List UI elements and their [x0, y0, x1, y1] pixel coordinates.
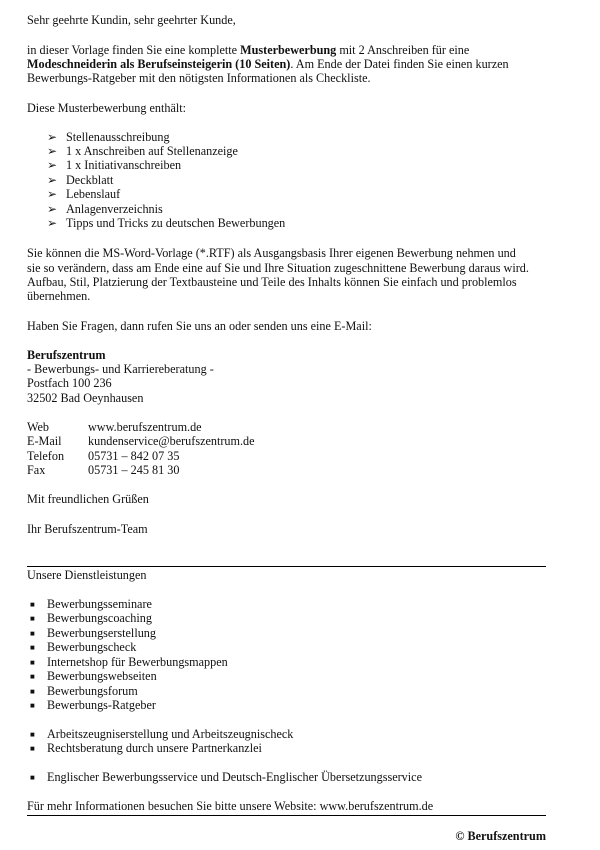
- arrow-bullet-icon: ➢: [47, 158, 58, 172]
- contact-value-phone: 05731 – 842 07 35: [88, 449, 180, 463]
- list-item: ➢ Tipps und Tricks zu deutschen Bewerbungen: [47, 216, 286, 230]
- square-bullet-icon: ■: [30, 773, 35, 782]
- contact-label: E-Mail: [27, 434, 62, 448]
- list-item: ■ Bewerbungsseminare: [27, 597, 152, 612]
- usage-line-3: Aufbau, Stil, Platzierung der Textbausteine und Teile des Inhalts können Sie einfach und problemlos: [27, 275, 517, 289]
- arrow-bullet-icon: ➢: [47, 144, 58, 158]
- arrow-bullet-icon: ➢: [47, 216, 58, 230]
- services-heading: Unsere Dienstleistungen: [27, 568, 147, 582]
- list-item: ■ Bewerbungsforum: [27, 684, 138, 699]
- contact-row-phone: [27, 449, 179, 463]
- intro-text: . Am Ende der Datei finden Sie einen kurzen: [290, 57, 509, 71]
- list-item: ■ Bewerbungscoaching: [27, 611, 152, 626]
- contents-heading: Diese Musterbewerbung enthält:: [27, 101, 187, 115]
- contact-value-web[interactable]: www.berufszentrum.de: [88, 420, 202, 434]
- arrow-bullet-icon: ➢: [47, 130, 58, 144]
- square-bullet-icon: ■: [30, 643, 35, 652]
- intro-text: in dieser Vorlage finden Sie eine komplette: [27, 43, 241, 57]
- contact-label: Fax: [27, 463, 46, 477]
- square-bullet-icon: ■: [30, 687, 35, 696]
- usage-line-4: übernehmen.: [27, 289, 91, 303]
- contact-label: Web: [27, 420, 50, 434]
- divider: [27, 815, 546, 816]
- list-item: ➢ 1 x Initiativanschreiben: [47, 158, 182, 172]
- copyright: © Berufszentrum: [455, 829, 546, 843]
- questions-line: Haben Sie Fragen, dann rufen Sie uns an oder senden uns eine E-Mail:: [27, 319, 372, 333]
- list-item: ■ Rechtsberatung durch unsere Partnerkanzlei: [27, 741, 262, 756]
- intro-line-1: [27, 43, 469, 57]
- intro-text: mit 2 Anschreiben für eine: [336, 43, 470, 57]
- arrow-bullet-icon: ➢: [47, 202, 58, 216]
- arrow-bullet-icon: ➢: [47, 173, 58, 187]
- square-bullet-icon: ■: [30, 600, 35, 609]
- square-bullet-icon: ■: [30, 730, 35, 739]
- contact-value-email[interactable]: kundenservice@berufszentrum.de: [88, 434, 255, 448]
- list-item: ➢ Deckblatt: [47, 173, 114, 187]
- list-item: ■ Bewerbungscheck: [27, 640, 136, 655]
- contact-row-fax: [27, 463, 179, 477]
- intro-line-3: Bewerbungs-Ratgeber mit den nötigsten Informationen als Checkliste.: [27, 71, 371, 85]
- intro-bold-musterbewerbung: Musterbewerbung: [240, 43, 337, 57]
- company-subtitle: - Bewerbungs- und Karriereberatung -: [27, 362, 214, 376]
- address-po-box: Postfach 100 236: [27, 376, 112, 390]
- arrow-bullet-icon: ➢: [47, 187, 58, 201]
- usage-line-2: sie so verändern, dass am Ende eine auf Sie und Ihre Situation zugeschnittene Bewerbung daraus wird.: [27, 261, 529, 275]
- contact-label: Telefon: [27, 449, 65, 463]
- intro-line-2: [27, 57, 509, 71]
- list-item: ➢ Stellenausschreibung: [47, 130, 170, 144]
- address-city: 32502 Bad Oeynhausen: [27, 391, 144, 405]
- list-item: ■ Internetshop für Bewerbungsmappen: [27, 655, 228, 670]
- divider: [27, 566, 546, 567]
- contact-value-fax: 05731 – 245 81 30: [88, 463, 180, 477]
- list-item: ➢ 1 x Anschreiben auf Stellenanzeige: [47, 144, 238, 158]
- contact-row-email: [27, 434, 255, 448]
- more-info-line: Für mehr Informationen besuchen Sie bitte unsere Website: www.berufszentrum.de: [27, 799, 434, 813]
- list-item: ■ Bewerbungswebseiten: [27, 669, 157, 684]
- square-bullet-icon: ■: [30, 614, 35, 623]
- list-item: ■ Englischer Bewerbungsservice und Deutsch-Englischer Übersetzungsservice: [27, 770, 422, 785]
- square-bullet-icon: ■: [30, 672, 35, 681]
- list-item: ➢ Lebenslauf: [47, 187, 121, 201]
- company-name: Berufszentrum: [27, 348, 106, 362]
- list-item: ➢ Anlagenverzeichnis: [47, 202, 163, 216]
- usage-line-1: Sie können die MS-Word-Vorlage (*.RTF) als Ausgangsbasis Ihrer eigenen Bewerbung nehmen und: [27, 246, 516, 260]
- square-bullet-icon: ■: [30, 701, 35, 710]
- intro-bold-modeschneiderin: Modeschneiderin als Berufseinsteigerin (10 Seiten): [27, 57, 291, 71]
- signature: Ihr Berufszentrum-Team: [27, 522, 148, 536]
- contact-row-web: [27, 420, 202, 434]
- list-item: ■ Bewerbungs-Ratgeber: [27, 698, 156, 713]
- square-bullet-icon: ■: [30, 744, 35, 753]
- square-bullet-icon: ■: [30, 658, 35, 667]
- list-item: ■ Arbeitszeugniserstellung und Arbeitszeugnischeck: [27, 727, 293, 742]
- closing: Mit freundlichen Grüßen: [27, 492, 149, 506]
- square-bullet-icon: ■: [30, 629, 35, 638]
- salutation: Sehr geehrte Kundin, sehr geehrter Kunde,: [27, 13, 236, 27]
- list-item: ■ Bewerbungserstellung: [27, 626, 156, 641]
